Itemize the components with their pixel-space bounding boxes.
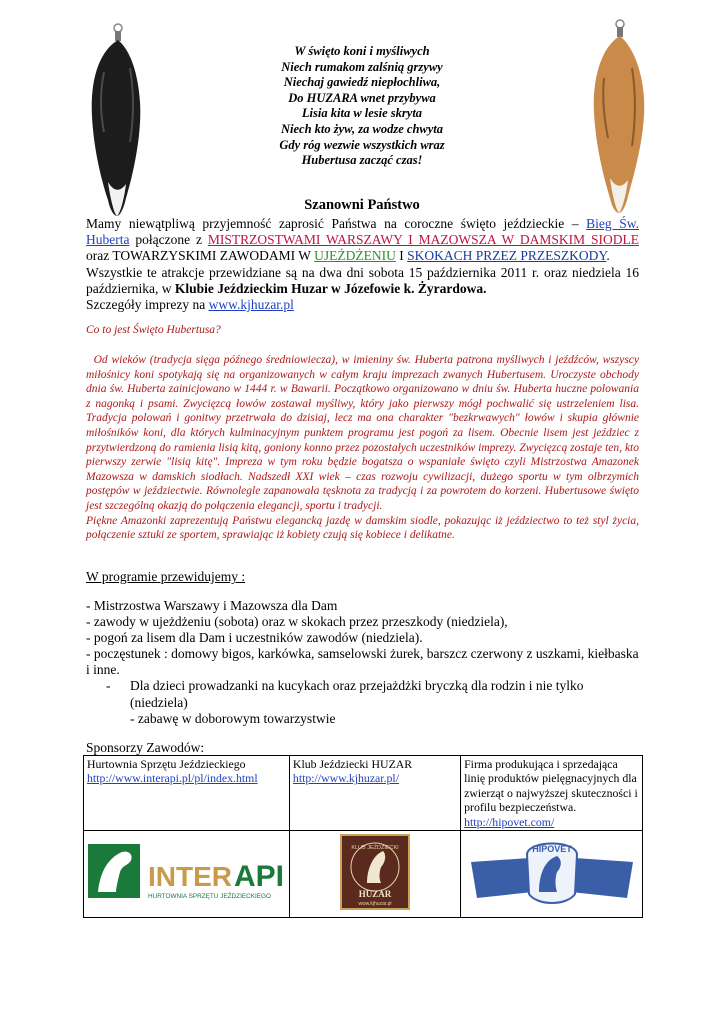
intro-paragraph bbox=[86, 265, 639, 297]
huzar-logo bbox=[289, 831, 460, 918]
sponsors-title: Sponsorzy Zawodów: bbox=[86, 740, 205, 755]
hipovet-link[interactable]: http://hipovet.com/ bbox=[464, 814, 555, 829]
program-item: - Mistrzostwa Warszawy i Mazowsza dla Dam bbox=[86, 598, 338, 613]
kjhuzar-link[interactable]: www.kjhuzar.pl bbox=[208, 297, 294, 313]
poem-line: Niech kto żyw, za wodze chwyta bbox=[280, 121, 444, 136]
intro-text: I bbox=[395, 248, 408, 264]
program-subitem-text: Dla dzieci prowadzanki na kucykach oraz przejażdżki bryczką dla rodzin i nie tylko (niedziela) bbox=[130, 678, 584, 710]
jumping-text: SKOKACH PRZEZ PRZESZKODY bbox=[407, 248, 607, 264]
intro-text: Wszystkie te atrakcje przewidziane są na dwa dni sobota 15 października 2011 r. oraz niedziela 16 października, w bbox=[86, 264, 639, 296]
interapi-logo-image bbox=[86, 842, 286, 902]
interapi-word-inter: INTER bbox=[148, 861, 233, 893]
greeting-heading: Szanowni Państwo bbox=[304, 197, 420, 213]
table-row bbox=[84, 756, 643, 831]
sponsor-name: Klub Jeździecki HUZAR bbox=[292, 757, 413, 771]
interapi-word-api: API bbox=[234, 860, 285, 894]
intro-text: oraz TOWARZYSKIMI ZAWODAMI W bbox=[86, 248, 315, 264]
program-item: - poczęstunek : domowy bigos, karkówka, samselowski żurek, barszcz czerwony z uszkami, kiełbaska i inne. bbox=[86, 646, 639, 678]
history-body: Od wieków (tradycja sięga późnego średniowiecza), w imieniny św. Huberta patrona myśliwych i jeźdźców, wszyscy miłośnicy koni spotykają się na organizowanych w całym kraju imprezach zwanych Hubertusem. Uroczyste obchody dnia św. Huberta zainicjowano w 1444 r. w Bawarii. Początkowo organizowano w dniu św. Huberta huczne polowania z nagonką i psami. Zwycięzcą łowów zostawał myśliwy, który jako pierwszy mógł pochwalić się ustrzeleniem lisa. Tradycja polowań i gonitwy przetrwała do dzisiaj, lecz ma ona charakter "bezkrwawych" łowów i skupia głównie miłośników koni, dla których kulminacyjnym punktem programu jest pogoń za lisem. Obecnie lisem jest jeździec z przytwierdzoną do ramienia lisią kitą, goniony konno przez pozostałych uczestników imprezy. Zwycięzcą zostaje ten, kto pierwszy zerwie "lisią kitę". Impreza w tym roku będzie bogatsza o wspaniałe święto czyli Mistrzostwa Amazonek Mazowsza w damskich siodłach. Nadszedł XXI wiek – czas rozwoju cywilizacji, dużego sportu w tym olbrzymich postępów w jeździectwie. Równolegle zapanowała tęsknota za tradycją i za powrotem do korzeni. Hubertusowe święto jest szczególną okazją do połączenia elegancji, sportu i tradycji. bbox=[86, 354, 640, 512]
poem-line: W święto koni i myśliwych bbox=[294, 44, 430, 58]
intro-text: Mamy niewątpliwą przyjemność zaprosić Państwa na coroczne święto jeździeckie – bbox=[86, 216, 587, 231]
history-heading: Co to jest Święto Hubertusa? bbox=[86, 324, 221, 336]
history-paragraph: Piękne Amazonki zaprezentują Państwu elegancką jazdę w damskim siodle, pokazując iż jeździectwo to też styl życia, połączenie sztuki ze sportem, sprawiając iż kobiety czują się kobiece i delikatne. bbox=[86, 514, 639, 542]
history-text bbox=[86, 353, 639, 543]
hubert-run-link[interactable]: Bieg Św. Huberta bbox=[86, 216, 639, 248]
interapi-link[interactable]: http://www.interapi.pl/pl/index.html bbox=[87, 771, 258, 786]
intro-text: Szczegóły imprezy na bbox=[86, 297, 209, 313]
venue-text: Klubie Jeździeckim Huzar w Józefowie k. Żyrardowa. bbox=[174, 280, 487, 296]
program-subitem: - zabawę w doborowym towarzystwie bbox=[130, 710, 336, 726]
list-dash: - bbox=[106, 678, 111, 694]
poem-line: Niechaj gawiedź niepłochliwa, bbox=[283, 75, 441, 90]
huzar-site: www.kjhuzar.pl bbox=[358, 901, 392, 908]
program-subitem bbox=[86, 678, 639, 710]
table-row bbox=[84, 831, 643, 918]
poem-line: Gdy róg wezwie wszystkich wraz bbox=[279, 137, 445, 152]
poem-line: Lisia kita w lesie skryta bbox=[301, 106, 423, 121]
hipovet-logo-image bbox=[467, 832, 637, 912]
huzar-arc-text: KLUB JEŹDZIECKI bbox=[351, 845, 399, 852]
intro-text: połączone z bbox=[129, 232, 208, 248]
hipovet-logo bbox=[461, 831, 643, 918]
program-list bbox=[86, 598, 639, 727]
intro-text: . bbox=[606, 248, 610, 264]
huzar-link[interactable]: http://www.kjhuzar.pl/ bbox=[292, 771, 399, 786]
program-item: - pogoń za lisem dla Dam i uczestników zawodów (niedziela). bbox=[86, 630, 423, 646]
interapi-logo bbox=[84, 831, 290, 918]
interapi-tagline: HURTOWNIA SPRZĘTU JEŹDZIECKIEGO bbox=[148, 893, 272, 901]
program-item: - zawody w ujeżdżeniu (sobota) oraz w skokach przez przeszkody (niedziela), bbox=[86, 614, 508, 630]
history-paragraph bbox=[86, 353, 639, 514]
intro-paragraph bbox=[86, 297, 639, 313]
hipovet-name: HIPOVET bbox=[531, 844, 572, 855]
intro-paragraph bbox=[86, 216, 639, 265]
program-title: W programie przewidujemy : bbox=[86, 569, 246, 584]
sponsor-cell-huzar bbox=[289, 756, 460, 831]
championship-text: MISTRZOSTWAMI WARSZAWY I MAZOWSZA W DAMSKIM SIODLE bbox=[207, 232, 639, 248]
sponsor-name: Firma produkująca i sprzedająca linię produktów pielęgnacyjnych dla zwierząt o najwyższej skuteczności i profilu bezpieczeństwa. bbox=[464, 757, 638, 815]
black-fox-tail-image bbox=[84, 22, 146, 217]
huzar-name: HUZAR bbox=[358, 889, 392, 900]
poem-line: Hubertusa zacząć czas! bbox=[301, 153, 423, 168]
red-fox-tail-image bbox=[588, 18, 650, 213]
sponsors-table bbox=[83, 755, 643, 918]
poem-line: Niech rumakom zalśnią grzywy bbox=[281, 59, 443, 74]
sponsor-cell-hipovet bbox=[461, 756, 643, 831]
invitation-intro bbox=[86, 216, 639, 313]
dressage-text: UJEŻDŻENIU bbox=[314, 248, 396, 264]
huzar-logo-image bbox=[339, 833, 411, 911]
poem bbox=[200, 44, 524, 169]
sponsor-cell-interapi bbox=[84, 756, 290, 831]
poem-line: Do HUZARA wnet przybywa bbox=[288, 90, 436, 105]
sponsor-name: Hurtownia Sprzętu Jeździeckiego bbox=[87, 757, 246, 771]
